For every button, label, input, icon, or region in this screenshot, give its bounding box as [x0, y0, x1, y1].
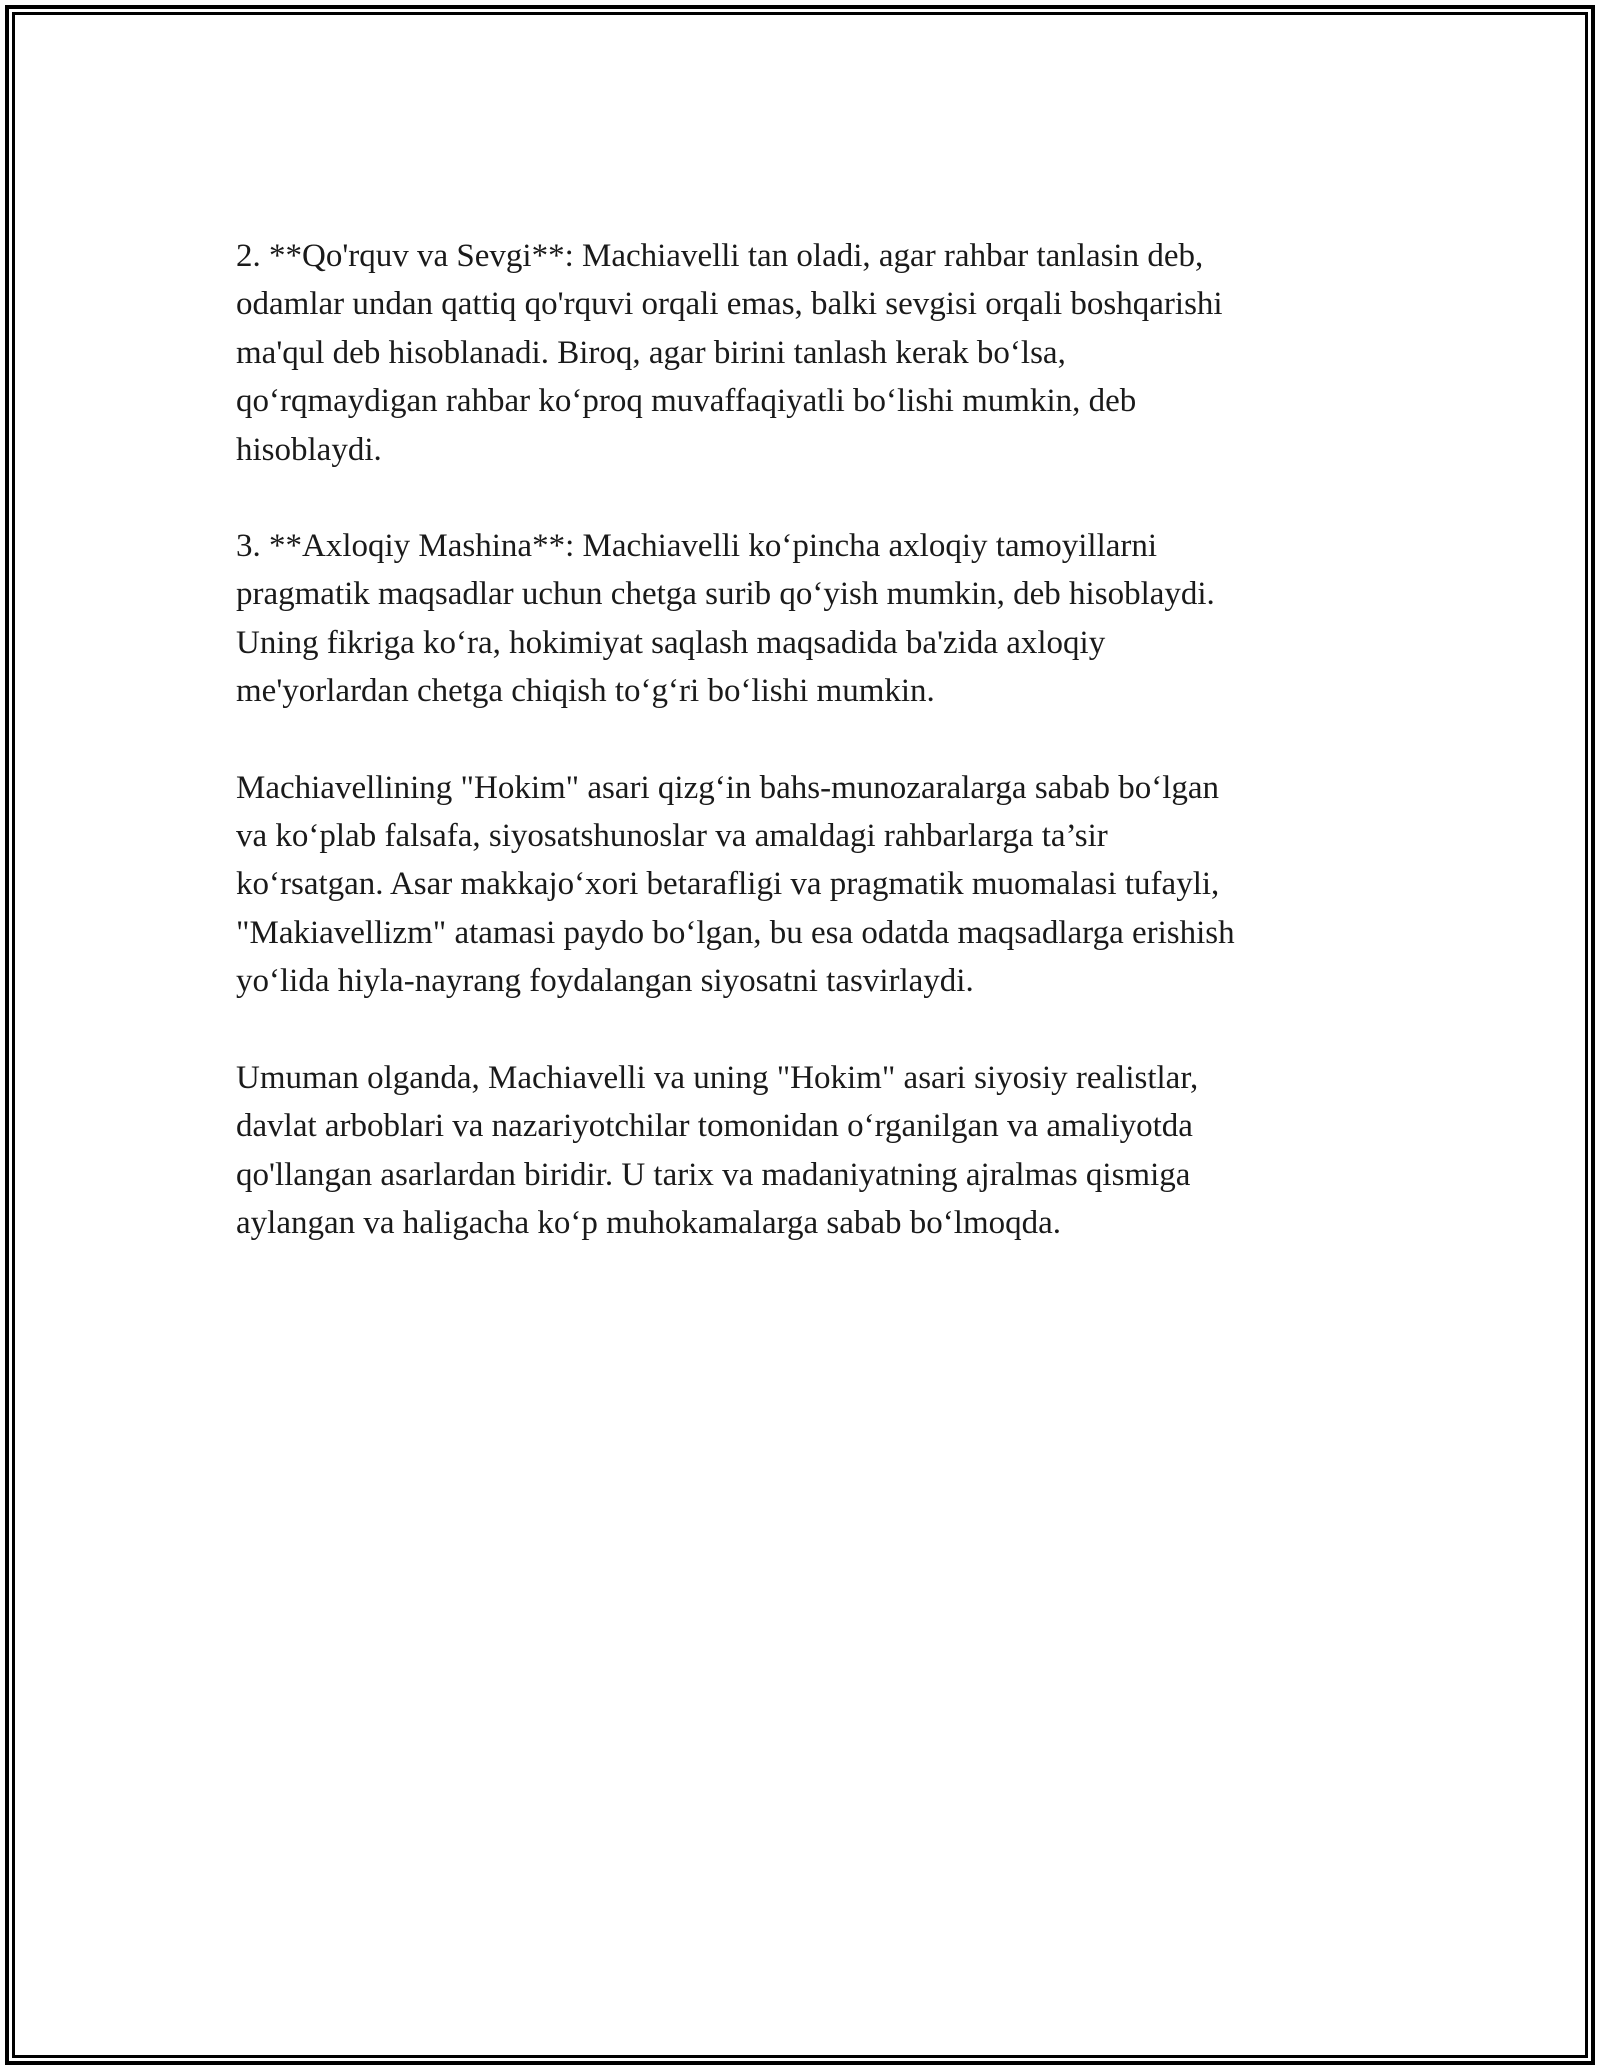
paragraph-moral-machine: 3. **Axloqiy Mashina**: Machiavelli ko‘pincha axloqiy tamoyillarni pragmatik maqsadlar uchun chetga surib qo‘yish mumkin, deb hisoblaydi. Uning fikriga ko‘ra, hokimiyat saqlash maqsadida ba'zida axloqiy me'yorlardan chetga chiqish to‘g‘ri bo‘lishi mumkin.: [236, 528, 1215, 710]
document-body: [236, 232, 1366, 1295]
paragraph-conclusion: Umuman olganda, Machiavelli va uning "Hokim" asari siyosiy realistlar, davlat arboblari va nazariyotchilar tomonidan o‘rganilgan va amaliyotda qo'llangan asarlardan biridir. U tarix va madaniyatning ajralmas qismiga aylangan va haligacha ko‘p muhokamalarga sabab bo‘lmoqda.: [236, 1059, 1199, 1241]
paragraph-fear-and-love: 2. **Qo'rquv va Sevgi**: Machiavelli tan oladi, agar rahbar tanlasin deb, odamlar undan qattiq qo'rquvi orqali emas, balki sevgisi orqali boshqarishi ma'qul deb hisoblanadi. Biroq, agar birini tanlash kerak bo‘lsa, qo‘rqmaydigan rahbar ko‘proq muvaffaqiyatli bo‘lishi mumkin, deb hisoblaydi.: [236, 238, 1223, 468]
paragraph-influence: Machiavellining "Hokim" asari qizg‘in bahs-munozaralarga sabab bo‘lgan va ko‘plab falsafa, siyosatshunoslar va amaldagi rahbarlarga ta’sir ko‘rsatgan. Asar makkajo‘xori betarafligi va pragmatik muomalasi tufayli, "Makiavellizm" atamasi paydo bo‘lgan, bu esa odatda maqsadlarga erishish yo‘lida hiyla-nayrang foydalangan siyosatni tasvirlaydi.: [236, 769, 1235, 1000]
